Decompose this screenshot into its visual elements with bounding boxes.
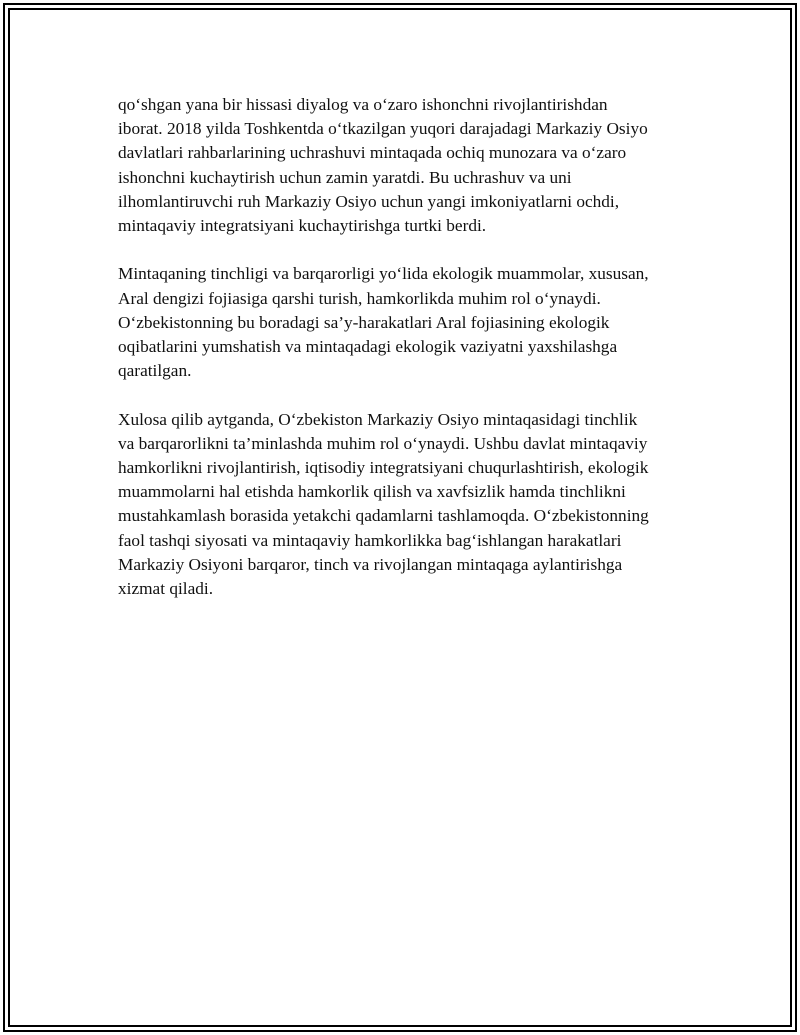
paragraph-dialogue-trust: qo‘shgan yana bir hissasi diyalog va o‘zaro ishonchni rivojlantirishdan iborat. 2018 yilda Toshkentda o‘tkazilgan yuqori darajadagi Markaziy Osiyo davlatlari rahbarlarining uchrashuvi mintaqada ochiq munozara va o‘zaro ishonchni kuchaytirish uchun zamin yaratdi. Bu uchrashuv va uni ilhomlantiruvchi ruh Markaziy Osiyo uchun yangi imkoniyatlarni ochdi, mintaqaviy integratsiyani kuchaytirishga turtki berdi. <box>118 95 648 236</box>
paragraph-conclusion: Xulosa qilib aytganda, O‘zbekiston Markaziy Osiyo mintaqasidagi tinchlik va barqarorlikni ta’minlashda muhim rol o‘ynaydi. Ushbu davlat mintaqaviy hamkorlikni rivojlantirish, iqtisodiy integratsiyani chuqurlashtirish, ekologik muammolarni hal etishda hamkorlik qilish va xavfsizlik hamda tinchlikni mustahkamlash borasida yetakchi qadamlarni tashlamoqda. O‘zbekistonning faol tashqi siyosati va mintaqaviy hamkorlikka bag‘ishlangan harakatlari Markaziy Osiyoni barqaror, tinch va rivojlangan mintaqaga aylantirishga xizmat qiladi. <box>118 409 649 599</box>
paragraph-ecology-aral: Mintaqaning tinchligi va barqarorligi yo‘lida ekologik muammolar, xususan, Aral dengizi fojiasiga qarshi turish, hamkorlikda muhim rol o‘ynaydi. O‘zbekistonning bu boradagi sa’y-harakatlari Aral fojiasining ekologik oqibatlarini yumshatish va mintaqadagi ekologik vaziyatni yaxshilashga qaratilgan. <box>118 264 649 381</box>
document-body <box>118 93 698 625</box>
